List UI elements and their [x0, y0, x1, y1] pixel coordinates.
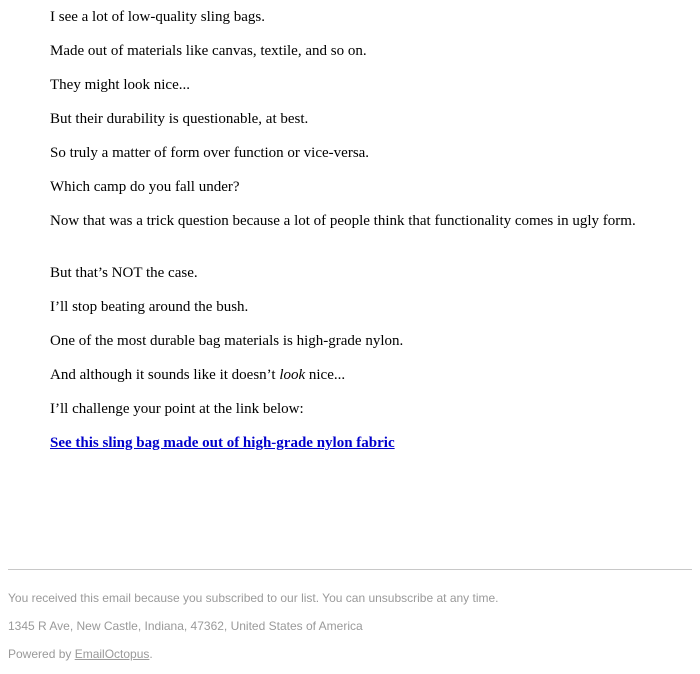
footer-divider	[8, 569, 692, 570]
email-paragraph: Made out of materials like canvas, textile, and so on.	[50, 43, 367, 59]
footer-address: 1345 R Ave, New Castle, Indiana, 47362, United States of America	[8, 619, 363, 633]
look-line-after: nice...	[305, 367, 346, 383]
email-paragraph: They might look nice...	[50, 77, 190, 93]
cta-paragraph	[50, 434, 650, 452]
look-line-emphasis: look	[279, 367, 306, 383]
subscription-notice: You received this email because you subscribed to our list. You can unsubscribe at any time.	[8, 591, 499, 605]
powered-by	[8, 646, 692, 662]
email-paragraph: I’ll stop beating around the bush.	[50, 299, 249, 315]
email-paragraph-look	[50, 366, 650, 384]
cta-link[interactable]: See this sling bag made out of high-grade nylon fabric	[50, 435, 395, 451]
email-paragraph: One of the most durable bag materials is high-grade nylon.	[50, 333, 404, 349]
look-line-before: And although it sounds like it doesn’t	[50, 367, 280, 383]
email-paragraph: But their durability is questionable, at best.	[50, 111, 309, 127]
powered-by-suffix: .	[149, 647, 153, 661]
email-paragraph: But that’s NOT the case.	[50, 265, 198, 281]
email-paragraph-challenge: I’ll challenge your point at the link below:	[50, 401, 304, 417]
email-paragraph: Now that was a trick question because a lot of people think that functionality comes in ugly form.	[50, 213, 636, 229]
email-paragraph: I see a lot of low-quality sling bags.	[50, 9, 265, 25]
emailoctopus-link[interactable]: EmailOctopus	[74, 647, 150, 661]
email-paragraph: Which camp do you fall under?	[50, 179, 240, 195]
powered-by-prefix: Powered by	[8, 647, 75, 661]
email-paragraph: So truly a matter of form over function or vice-versa.	[50, 145, 370, 161]
